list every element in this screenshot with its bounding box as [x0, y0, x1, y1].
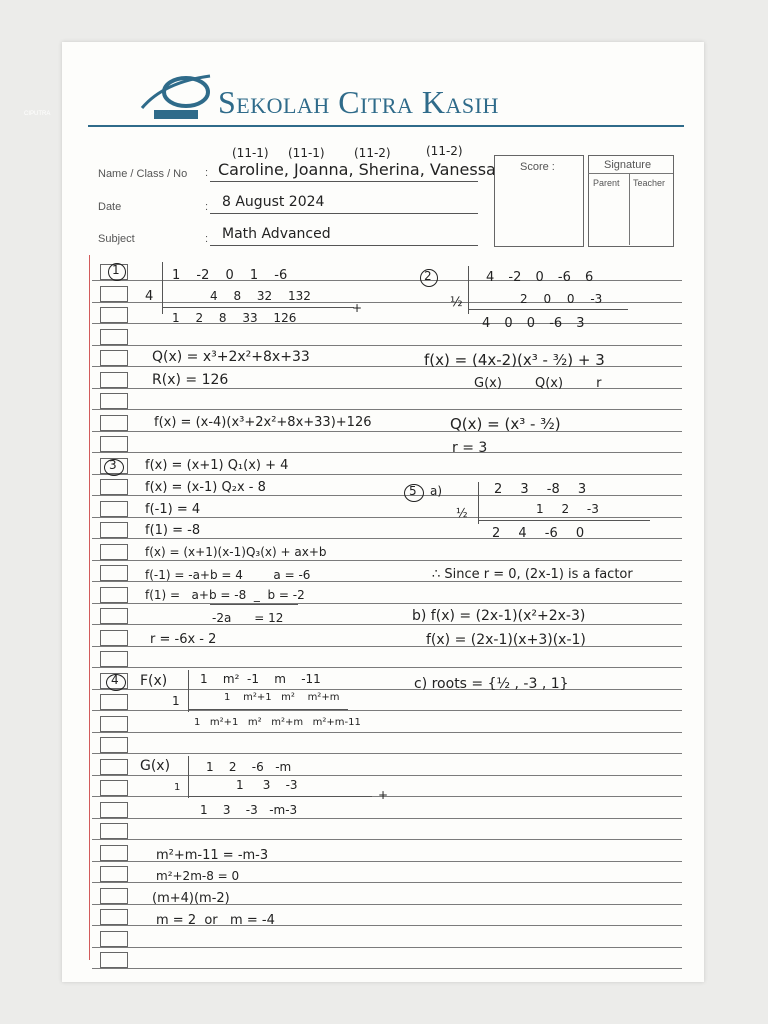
ruled-line — [92, 839, 682, 840]
signature-label: Signature — [604, 159, 652, 171]
school-name: Sekolah Citra Kasih — [218, 84, 499, 120]
q2-quotient: Q(x) = (x³ - ³⁄₂) — [450, 415, 561, 433]
q3-line: f(x) = (x-1) Q₂x - 8 — [145, 480, 266, 495]
q5-part-a: a) — [430, 484, 443, 498]
check-box — [100, 909, 128, 925]
q4-g-results: 1 3 -3 -m-3 — [200, 803, 298, 817]
q4-solve-line: m²+m-11 = -m-3 — [156, 848, 269, 863]
q5-conclusion: ∴ Since r = 0, (2x-1) is a factor — [432, 567, 633, 582]
check-box — [100, 952, 128, 968]
check-box — [100, 759, 128, 775]
ruled-line — [92, 474, 682, 475]
name-underline — [210, 181, 478, 182]
subtraction-line — [210, 604, 298, 605]
question-number: 1 — [112, 263, 120, 277]
plus-sign: + — [352, 301, 363, 315]
q2-equation: f(x) = (4x-2)(x³ - ³⁄₂) + 3 — [424, 351, 605, 369]
signature-divider — [588, 173, 673, 174]
q3-remainder: r = -6x - 2 — [150, 632, 217, 647]
class-mark: (11-2) — [426, 144, 463, 158]
q1-results: 1 2 8 33 126 — [172, 311, 297, 325]
q1-divisor: 4 — [145, 289, 154, 304]
division-line — [162, 307, 354, 308]
name-value: Caroline, Joanna, Sherina, Vanessa — [218, 160, 496, 179]
ruled-line — [92, 667, 682, 668]
check-box — [100, 479, 128, 495]
name-label: Name / Class / No — [98, 168, 188, 180]
colon: : — [205, 201, 209, 213]
check-box — [100, 845, 128, 861]
q4-g-products: 1 3 -3 — [236, 778, 298, 792]
check-box — [100, 780, 128, 796]
q4-g-divisor: 1 — [174, 782, 181, 793]
question-number: 5 — [409, 484, 417, 498]
check-box — [100, 415, 128, 431]
date-label: Date — [98, 201, 122, 213]
q1-products: 4 8 32 132 — [210, 289, 311, 303]
check-box — [100, 329, 128, 345]
check-box — [100, 286, 128, 302]
check-box — [100, 436, 128, 452]
q2-products: 2 0 0 -3 — [520, 292, 603, 306]
q5-divisor: ½ — [456, 506, 468, 520]
q2-results: 4 0 0 -6 3 — [482, 316, 585, 331]
division-line — [478, 520, 650, 521]
ruled-line — [92, 689, 682, 690]
q4-f-divisor: 1 — [172, 694, 180, 708]
ruled-line — [92, 452, 682, 453]
q2-coefficients: 4 -2 0 -6 6 — [486, 270, 594, 285]
ruled-line — [92, 431, 682, 432]
q5-part-b: b) f(x) = (2x-1)(x²+2x-3) — [412, 608, 586, 624]
q4-f-coefficients: 1 m² -1 m -11 — [200, 672, 321, 686]
check-box — [100, 802, 128, 818]
parent-label: Parent — [593, 178, 620, 188]
question-number: 4 — [111, 673, 119, 687]
division-line — [188, 796, 372, 797]
question-number: 2 — [424, 269, 432, 283]
q4-solve-line: (m+4)(m-2) — [152, 891, 230, 906]
ruled-line — [92, 409, 682, 410]
class-mark: (11-1) — [232, 146, 269, 160]
margin-line — [89, 255, 90, 960]
q4-f-label: F(x) — [140, 673, 168, 689]
header-divider — [88, 125, 684, 127]
check-box — [100, 866, 128, 882]
check-box — [100, 372, 128, 388]
date-underline — [210, 213, 478, 214]
ruled-line — [92, 753, 682, 754]
q4-f-results: 1 m²+1 m² m²+m m²+m-11 — [194, 717, 361, 728]
q1-quotient: Q(x) = x³+2x²+8x+33 — [152, 349, 310, 365]
subject-underline — [210, 245, 478, 246]
q4-solve-line: m = 2 or m = -4 — [156, 913, 275, 928]
ruled-line — [92, 603, 682, 604]
check-box — [100, 565, 128, 581]
ruled-line — [92, 947, 682, 948]
colon: : — [205, 233, 209, 245]
q2-labels: G(x) Q(x) r — [474, 376, 602, 391]
ruled-line — [92, 818, 682, 819]
q2-divisor: ½ — [450, 295, 463, 310]
q5-results: 2 4 -6 0 — [492, 526, 585, 541]
division-bar — [478, 482, 479, 524]
ruled-line — [92, 710, 682, 711]
q4-solve-line: m²+2m-8 = 0 — [156, 869, 240, 883]
q3-line: f(-1) = 4 — [145, 502, 201, 517]
q3-line: f(1) = -8 — [145, 523, 201, 538]
colon: : — [205, 167, 209, 179]
check-box — [100, 888, 128, 904]
check-box — [100, 608, 128, 624]
check-box — [100, 694, 128, 710]
check-box — [100, 651, 128, 667]
check-box — [100, 716, 128, 732]
q1-coefficients: 1 -2 0 1 -6 — [172, 268, 288, 283]
subject-value: Math Advanced — [222, 226, 331, 242]
q4-f-products: 1 m²+1 m² m²+m — [224, 692, 340, 703]
check-box — [100, 393, 128, 409]
q5-coefficients: 2 3 -8 3 — [494, 482, 587, 497]
division-line — [468, 309, 628, 310]
q3-line: f(1) = a+b = -8 _ b = -2 — [145, 588, 305, 602]
division-line — [188, 709, 348, 710]
ruled-line — [92, 345, 682, 346]
subject-label: Subject — [98, 233, 135, 245]
check-box — [100, 544, 128, 560]
q3-line: f(-1) = -a+b = 4 a = -6 — [145, 568, 311, 582]
check-box — [100, 931, 128, 947]
division-bar — [188, 756, 189, 798]
logo-text: CIPUTRA — [24, 111, 51, 117]
q3-line: f(x) = (x+1) Q₁(x) + 4 — [145, 458, 289, 473]
teacher-label: Teacher — [633, 178, 666, 188]
ruled-line — [92, 560, 682, 561]
ruled-line — [92, 538, 682, 539]
ruled-line — [92, 732, 682, 733]
ruled-line — [92, 624, 682, 625]
check-box — [100, 737, 128, 753]
signature-split — [629, 173, 630, 245]
q4-g-coefficients: 1 2 -6 -m — [206, 760, 292, 774]
score-label: Score : — [520, 161, 555, 173]
check-box — [100, 522, 128, 538]
q3-line: f(x) = (x+1)(x-1)Q₃(x) + ax+b — [145, 545, 327, 559]
check-box — [100, 630, 128, 646]
division-bar — [188, 670, 189, 712]
q2-remainder: r = 3 — [452, 440, 488, 456]
check-box — [100, 587, 128, 603]
check-box — [100, 823, 128, 839]
q5-products: 1 2 -3 — [536, 502, 599, 516]
plus-sign: + — [378, 788, 389, 802]
q1-result: f(x) = (x-4)(x³+2x²+8x+33)+126 — [154, 415, 372, 430]
check-box — [100, 501, 128, 517]
ruled-line — [92, 775, 682, 776]
ruled-line — [92, 968, 682, 969]
ruled-line — [92, 517, 682, 518]
check-box — [100, 307, 128, 323]
class-mark: (11-2) — [354, 146, 391, 160]
q4-g-label: G(x) — [140, 758, 171, 774]
division-bar — [468, 266, 469, 314]
question-number: 3 — [109, 458, 117, 472]
ruled-line — [92, 495, 682, 496]
check-box — [100, 350, 128, 366]
q5-part-b-factored: f(x) = (2x-1)(x+3)(x-1) — [426, 632, 586, 648]
class-mark: (11-1) — [288, 146, 325, 160]
school-logo-icon — [134, 70, 216, 122]
date-value: 8 August 2024 — [222, 194, 325, 210]
q3-line: -2a = 12 — [212, 611, 284, 625]
q1-remainder: R(x) = 126 — [152, 372, 229, 388]
q5-part-c: c) roots = {½ , -3 , 1} — [414, 676, 569, 692]
